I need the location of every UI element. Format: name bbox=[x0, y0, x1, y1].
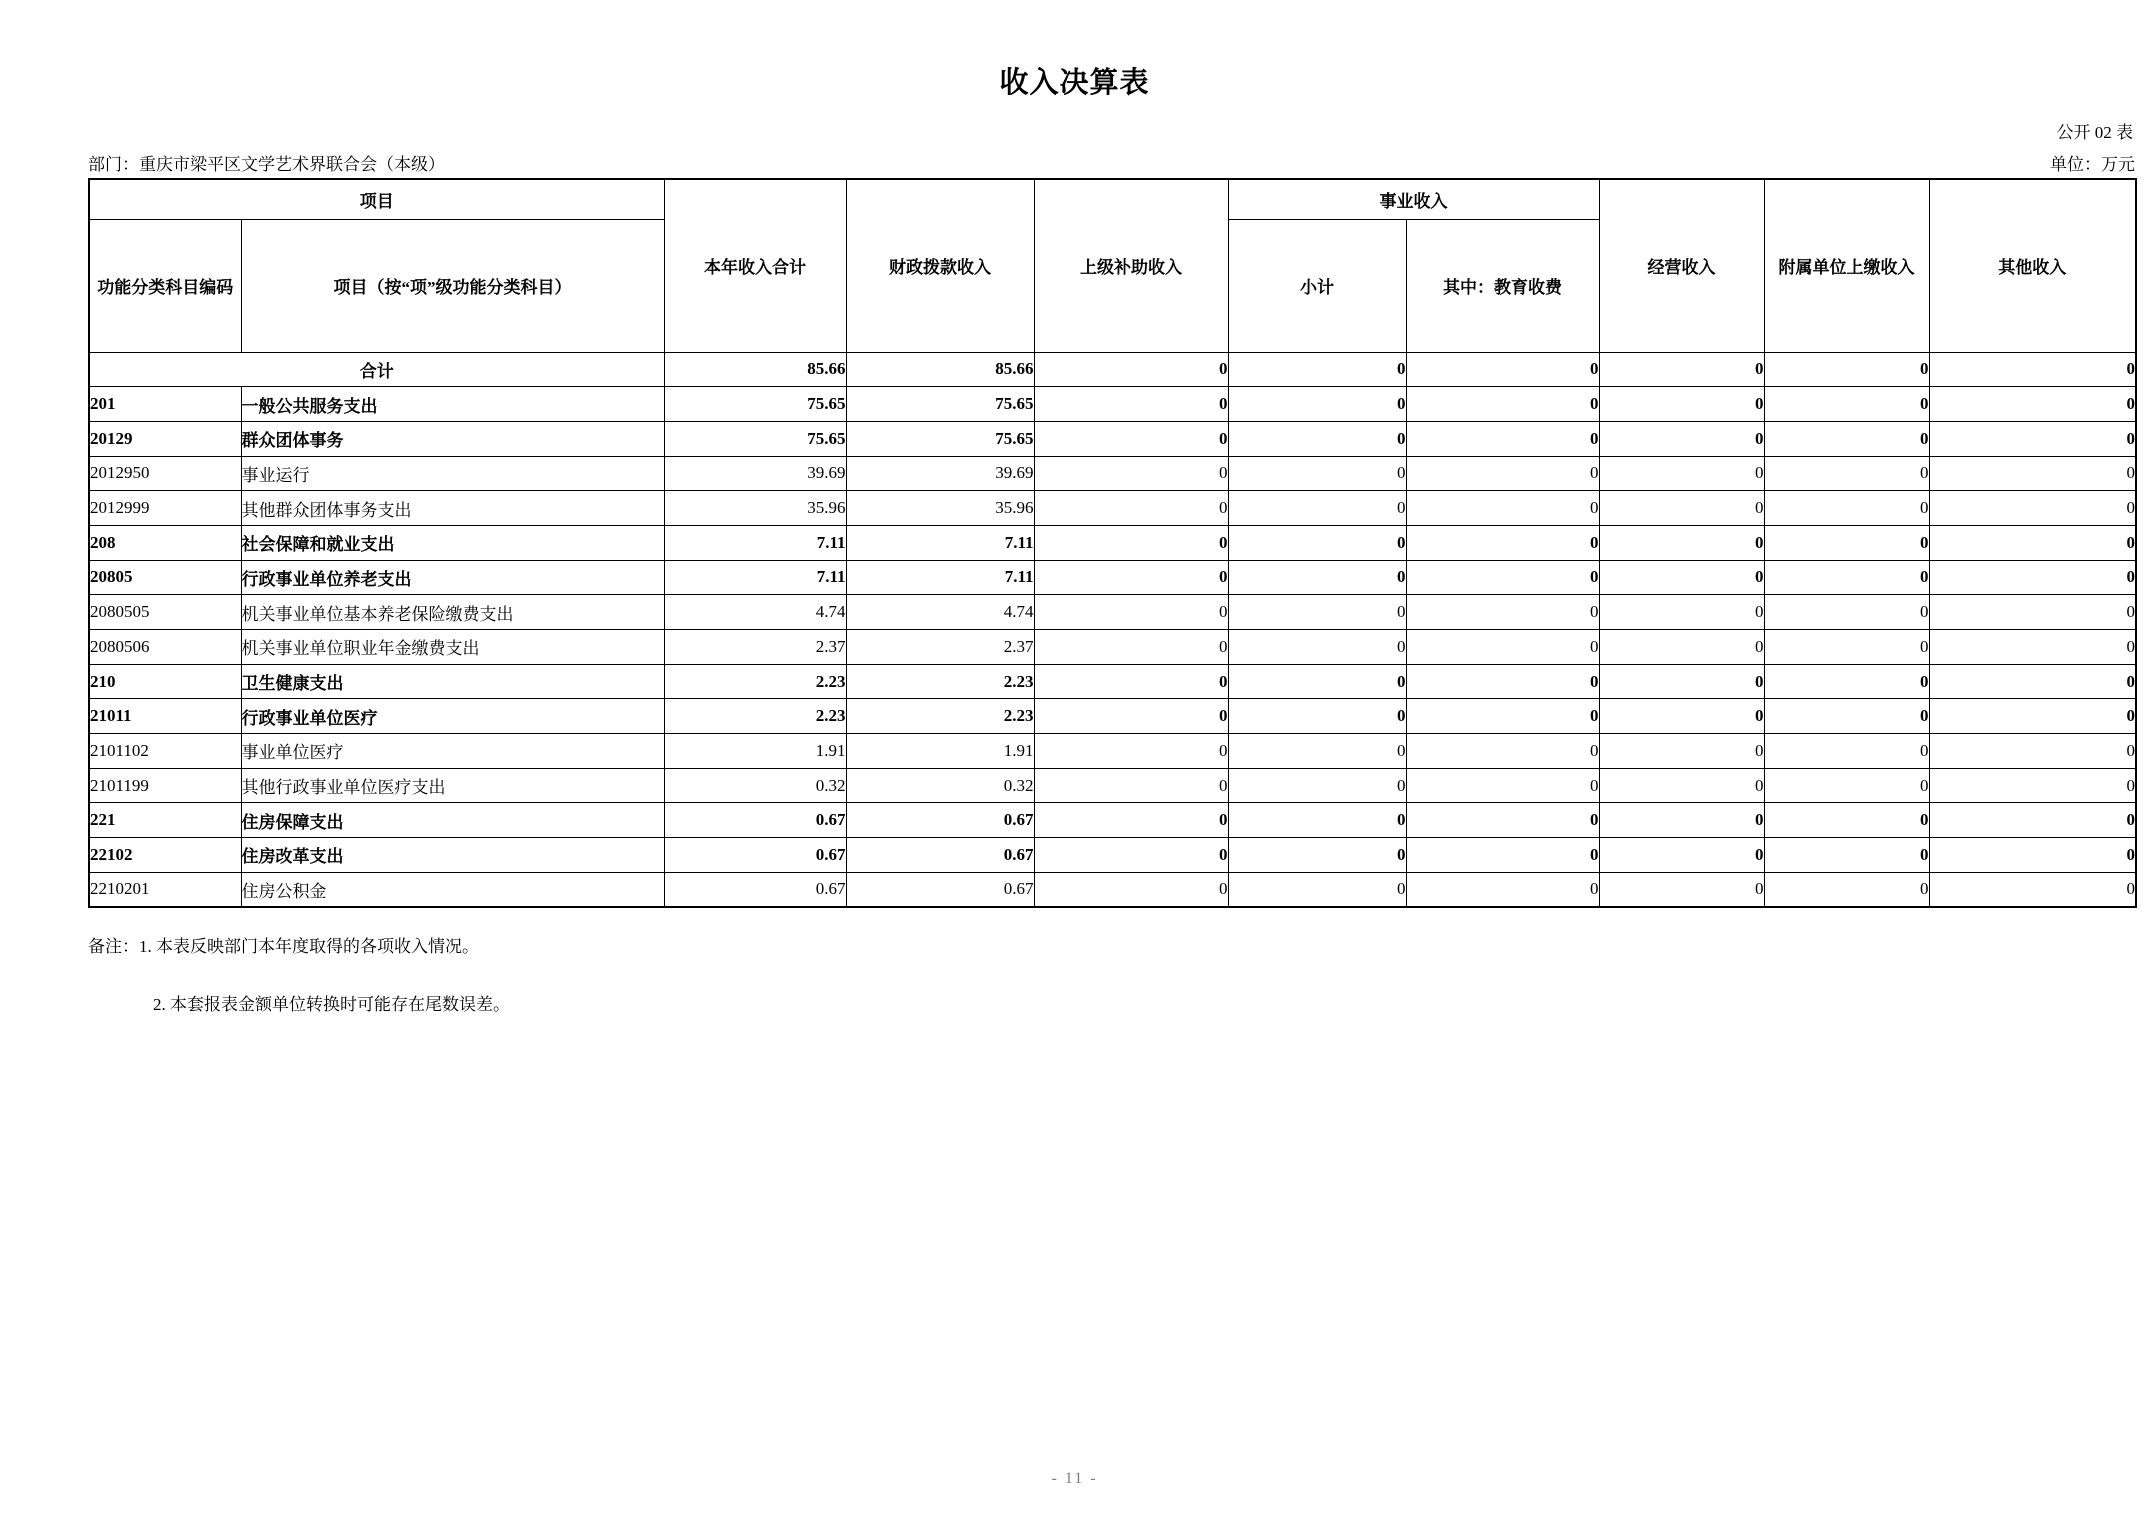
row-value: 35.96 bbox=[664, 491, 846, 526]
row-name: 住房改革支出 bbox=[241, 838, 664, 873]
table-row bbox=[89, 352, 2136, 387]
row-value: 0 bbox=[1764, 456, 1929, 491]
row-value: 0 bbox=[1929, 630, 2136, 665]
table-row bbox=[89, 734, 2136, 769]
header-superior-subsidy: 上级补助收入 bbox=[1034, 179, 1228, 352]
row-code: 2101199 bbox=[89, 768, 241, 803]
table-row bbox=[89, 664, 2136, 699]
row-value: 2.23 bbox=[846, 699, 1034, 734]
row-value: 0 bbox=[1764, 387, 1929, 422]
row-value: 35.96 bbox=[846, 491, 1034, 526]
row-value: 0 bbox=[1228, 803, 1406, 838]
row-value: 0 bbox=[1599, 595, 1764, 630]
table-row bbox=[89, 838, 2136, 873]
header-project-group: 项目 bbox=[89, 179, 664, 219]
row-code: 2012950 bbox=[89, 456, 241, 491]
table-row bbox=[89, 803, 2136, 838]
row-value: 0 bbox=[1764, 699, 1929, 734]
row-value: 0 bbox=[1599, 803, 1764, 838]
row-value: 0 bbox=[1599, 456, 1764, 491]
row-value: 39.69 bbox=[664, 456, 846, 491]
table-row bbox=[89, 872, 2136, 907]
row-value: 0 bbox=[1228, 491, 1406, 526]
note-line-1: 备注：1. 本表反映部门本年度取得的各项收入情况。 bbox=[88, 937, 479, 956]
row-value: 0 bbox=[1929, 734, 2136, 769]
row-name: 一般公共服务支出 bbox=[241, 387, 664, 422]
row-value: 0 bbox=[1034, 525, 1228, 560]
row-value: 0 bbox=[1406, 699, 1599, 734]
row-code: 221 bbox=[89, 803, 241, 838]
row-value: 0 bbox=[1929, 352, 2136, 387]
row-value: 0 bbox=[1764, 664, 1929, 699]
table-row bbox=[89, 560, 2136, 595]
row-value: 0 bbox=[1034, 421, 1228, 456]
row-name: 机关事业单位基本养老保险缴费支出 bbox=[241, 595, 664, 630]
row-value: 2.23 bbox=[664, 664, 846, 699]
row-value: 0 bbox=[1228, 664, 1406, 699]
row-code: 2210201 bbox=[89, 872, 241, 907]
row-value: 0 bbox=[1599, 734, 1764, 769]
row-value: 0 bbox=[1406, 387, 1599, 422]
row-value: 75.65 bbox=[846, 421, 1034, 456]
row-value: 0 bbox=[1599, 352, 1764, 387]
row-code: 20805 bbox=[89, 560, 241, 595]
row-value: 75.65 bbox=[846, 387, 1034, 422]
row-value: 0 bbox=[1034, 387, 1228, 422]
row-value: 39.69 bbox=[846, 456, 1034, 491]
row-value: 0 bbox=[1929, 560, 2136, 595]
row-value: 0 bbox=[1599, 872, 1764, 907]
row-value: 0 bbox=[1599, 699, 1764, 734]
row-value: 0 bbox=[1929, 491, 2136, 526]
header-subtotal: 小计 bbox=[1228, 219, 1406, 352]
row-value: 0 bbox=[1228, 595, 1406, 630]
row-value: 75.65 bbox=[664, 387, 846, 422]
row-value: 0 bbox=[1034, 768, 1228, 803]
row-value: 0 bbox=[1034, 872, 1228, 907]
header-fiscal-allocation: 财政拨款收入 bbox=[846, 179, 1034, 352]
row-value: 0 bbox=[1228, 352, 1406, 387]
department-label: 部门：重庆市梁平区文学艺术界联合会（本级） bbox=[88, 155, 445, 174]
row-value: 0 bbox=[1764, 872, 1929, 907]
row-value: 0 bbox=[1406, 872, 1599, 907]
row-code: 2080506 bbox=[89, 630, 241, 665]
row-value: 4.74 bbox=[664, 595, 846, 630]
row-value: 0 bbox=[1929, 872, 2136, 907]
row-value: 2.37 bbox=[846, 630, 1034, 665]
row-value: 0 bbox=[1929, 838, 2136, 873]
row-value: 0 bbox=[1929, 699, 2136, 734]
unit-label: 单位：万元 bbox=[2050, 155, 2135, 174]
row-value: 0 bbox=[1406, 352, 1599, 387]
row-value: 0 bbox=[1034, 838, 1228, 873]
row-name: 事业单位医疗 bbox=[241, 734, 664, 769]
row-value: 2.23 bbox=[846, 664, 1034, 699]
row-value: 0 bbox=[1599, 630, 1764, 665]
row-value: 0 bbox=[1764, 768, 1929, 803]
row-value: 0 bbox=[1764, 525, 1929, 560]
table-row bbox=[89, 491, 2136, 526]
row-value: 1.91 bbox=[846, 734, 1034, 769]
row-value: 1.91 bbox=[664, 734, 846, 769]
row-value: 0 bbox=[1228, 387, 1406, 422]
row-value: 0 bbox=[1599, 838, 1764, 873]
row-value: 0 bbox=[1034, 456, 1228, 491]
header-total-income: 本年收入合计 bbox=[664, 179, 846, 352]
row-value: 0 bbox=[1599, 768, 1764, 803]
row-value: 0 bbox=[1406, 525, 1599, 560]
row-value: 7.11 bbox=[664, 560, 846, 595]
row-name: 住房公积金 bbox=[241, 872, 664, 907]
row-value: 0 bbox=[1228, 560, 1406, 595]
row-value: 0 bbox=[1228, 838, 1406, 873]
row-value: 0.67 bbox=[846, 803, 1034, 838]
row-value: 0 bbox=[1929, 595, 2136, 630]
row-value: 4.74 bbox=[846, 595, 1034, 630]
row-value: 0 bbox=[1929, 664, 2136, 699]
page-title: 收入决算表 bbox=[999, 67, 1150, 99]
note-line-2: 2. 本套报表金额单位转换时可能存在尾数误差。 bbox=[153, 995, 510, 1014]
row-value: 0 bbox=[1929, 387, 2136, 422]
header-education-fee: 其中：教育收费 bbox=[1406, 219, 1599, 352]
row-value: 7.11 bbox=[846, 560, 1034, 595]
row-name: 群众团体事务 bbox=[241, 421, 664, 456]
header-code: 功能分类科目编码 bbox=[89, 219, 241, 352]
row-value: 0 bbox=[1764, 352, 1929, 387]
row-value: 0 bbox=[1599, 664, 1764, 699]
row-value: 2.23 bbox=[664, 699, 846, 734]
row-value: 0 bbox=[1764, 560, 1929, 595]
row-value: 0 bbox=[1764, 630, 1929, 665]
row-code: 2080505 bbox=[89, 595, 241, 630]
income-table bbox=[88, 178, 2137, 908]
row-name: 机关事业单位职业年金缴费支出 bbox=[241, 630, 664, 665]
row-value: 0 bbox=[1406, 664, 1599, 699]
row-value: 0 bbox=[1406, 630, 1599, 665]
row-value: 0 bbox=[1228, 768, 1406, 803]
row-value: 0.67 bbox=[664, 872, 846, 907]
row-value: 0 bbox=[1228, 699, 1406, 734]
row-code: 210 bbox=[89, 664, 241, 699]
row-value: 0 bbox=[1929, 803, 2136, 838]
row-value: 0 bbox=[1599, 525, 1764, 560]
table-row bbox=[89, 525, 2136, 560]
header-row-1 bbox=[89, 179, 2136, 219]
table-body bbox=[89, 352, 2136, 907]
row-value: 0 bbox=[1406, 421, 1599, 456]
row-value: 0 bbox=[1228, 525, 1406, 560]
row-code: 208 bbox=[89, 525, 241, 560]
row-code: 2101102 bbox=[89, 734, 241, 769]
row-value: 0 bbox=[1406, 456, 1599, 491]
row-value: 0 bbox=[1764, 491, 1929, 526]
row-code: 201 bbox=[89, 387, 241, 422]
table-row bbox=[89, 387, 2136, 422]
row-value: 0.32 bbox=[846, 768, 1034, 803]
row-value: 0 bbox=[1034, 560, 1228, 595]
table-row bbox=[89, 595, 2136, 630]
row-value: 0 bbox=[1764, 734, 1929, 769]
row-name: 其他群众团体事务支出 bbox=[241, 491, 664, 526]
header-name: 项目（按“项”级功能分类科目） bbox=[241, 219, 664, 352]
table-row bbox=[89, 630, 2136, 665]
row-value: 0 bbox=[1599, 560, 1764, 595]
row-value: 0 bbox=[1034, 595, 1228, 630]
row-value: 0 bbox=[1228, 456, 1406, 491]
row-value: 0 bbox=[1406, 560, 1599, 595]
table-row bbox=[89, 768, 2136, 803]
row-name: 行政事业单位养老支出 bbox=[241, 560, 664, 595]
row-value: 2.37 bbox=[664, 630, 846, 665]
row-name: 行政事业单位医疗 bbox=[241, 699, 664, 734]
row-value: 0 bbox=[1764, 595, 1929, 630]
row-value: 0 bbox=[1034, 699, 1228, 734]
page-number: - 11 - bbox=[1051, 1470, 1098, 1487]
row-value: 7.11 bbox=[664, 525, 846, 560]
table-row bbox=[89, 456, 2136, 491]
meta-line bbox=[88, 150, 2135, 175]
row-name: 事业运行 bbox=[241, 456, 664, 491]
header-business-income-group: 事业收入 bbox=[1228, 179, 1599, 219]
row-value: 0 bbox=[1034, 734, 1228, 769]
row-value: 0 bbox=[1406, 595, 1599, 630]
row-value: 0 bbox=[1228, 421, 1406, 456]
row-value: 0 bbox=[1764, 838, 1929, 873]
row-value: 0 bbox=[1406, 734, 1599, 769]
row-value: 0 bbox=[1034, 803, 1228, 838]
table-header bbox=[89, 179, 2136, 352]
row-value: 0 bbox=[1764, 421, 1929, 456]
row-value: 0 bbox=[1764, 803, 1929, 838]
row-value: 75.65 bbox=[664, 421, 846, 456]
header-operating-income: 经营收入 bbox=[1599, 179, 1764, 352]
row-code: 2012999 bbox=[89, 491, 241, 526]
row-value: 0 bbox=[1929, 768, 2136, 803]
table-row bbox=[89, 421, 2136, 456]
table-code-label: 公开 02 表 bbox=[2056, 123, 2133, 142]
notes bbox=[88, 932, 510, 1015]
row-value: 0 bbox=[1228, 872, 1406, 907]
table-row bbox=[89, 699, 2136, 734]
row-code: 20129 bbox=[89, 421, 241, 456]
row-value: 0 bbox=[1929, 456, 2136, 491]
row-value: 0 bbox=[1929, 421, 2136, 456]
header-other-income: 其他收入 bbox=[1929, 179, 2136, 352]
row-value: 0 bbox=[1406, 803, 1599, 838]
row-value: 0.67 bbox=[664, 803, 846, 838]
row-value: 0 bbox=[1034, 352, 1228, 387]
row-name: 社会保障和就业支出 bbox=[241, 525, 664, 560]
row-value: 0 bbox=[1228, 734, 1406, 769]
row-code: 22102 bbox=[89, 838, 241, 873]
row-value: 0.67 bbox=[846, 872, 1034, 907]
row-total-label: 合计 bbox=[89, 352, 664, 387]
row-value: 0 bbox=[1406, 838, 1599, 873]
row-value: 0 bbox=[1034, 491, 1228, 526]
row-value: 0 bbox=[1599, 387, 1764, 422]
row-value: 7.11 bbox=[846, 525, 1034, 560]
row-value: 0 bbox=[1406, 768, 1599, 803]
row-value: 0 bbox=[1034, 630, 1228, 665]
row-value: 0 bbox=[1599, 421, 1764, 456]
header-affiliated-unit-income: 附属单位上缴收入 bbox=[1764, 179, 1929, 352]
row-value: 0.32 bbox=[664, 768, 846, 803]
row-name: 卫生健康支出 bbox=[241, 664, 664, 699]
row-value: 0 bbox=[1599, 491, 1764, 526]
row-value: 0 bbox=[1929, 525, 2136, 560]
row-value: 0 bbox=[1034, 664, 1228, 699]
row-value: 0.67 bbox=[664, 838, 846, 873]
row-value: 85.66 bbox=[846, 352, 1034, 387]
row-name: 其他行政事业单位医疗支出 bbox=[241, 768, 664, 803]
row-code: 21011 bbox=[89, 699, 241, 734]
row-value: 0 bbox=[1228, 630, 1406, 665]
row-name: 住房保障支出 bbox=[241, 803, 664, 838]
row-value: 0.67 bbox=[846, 838, 1034, 873]
row-value: 0 bbox=[1406, 491, 1599, 526]
row-value: 85.66 bbox=[664, 352, 846, 387]
